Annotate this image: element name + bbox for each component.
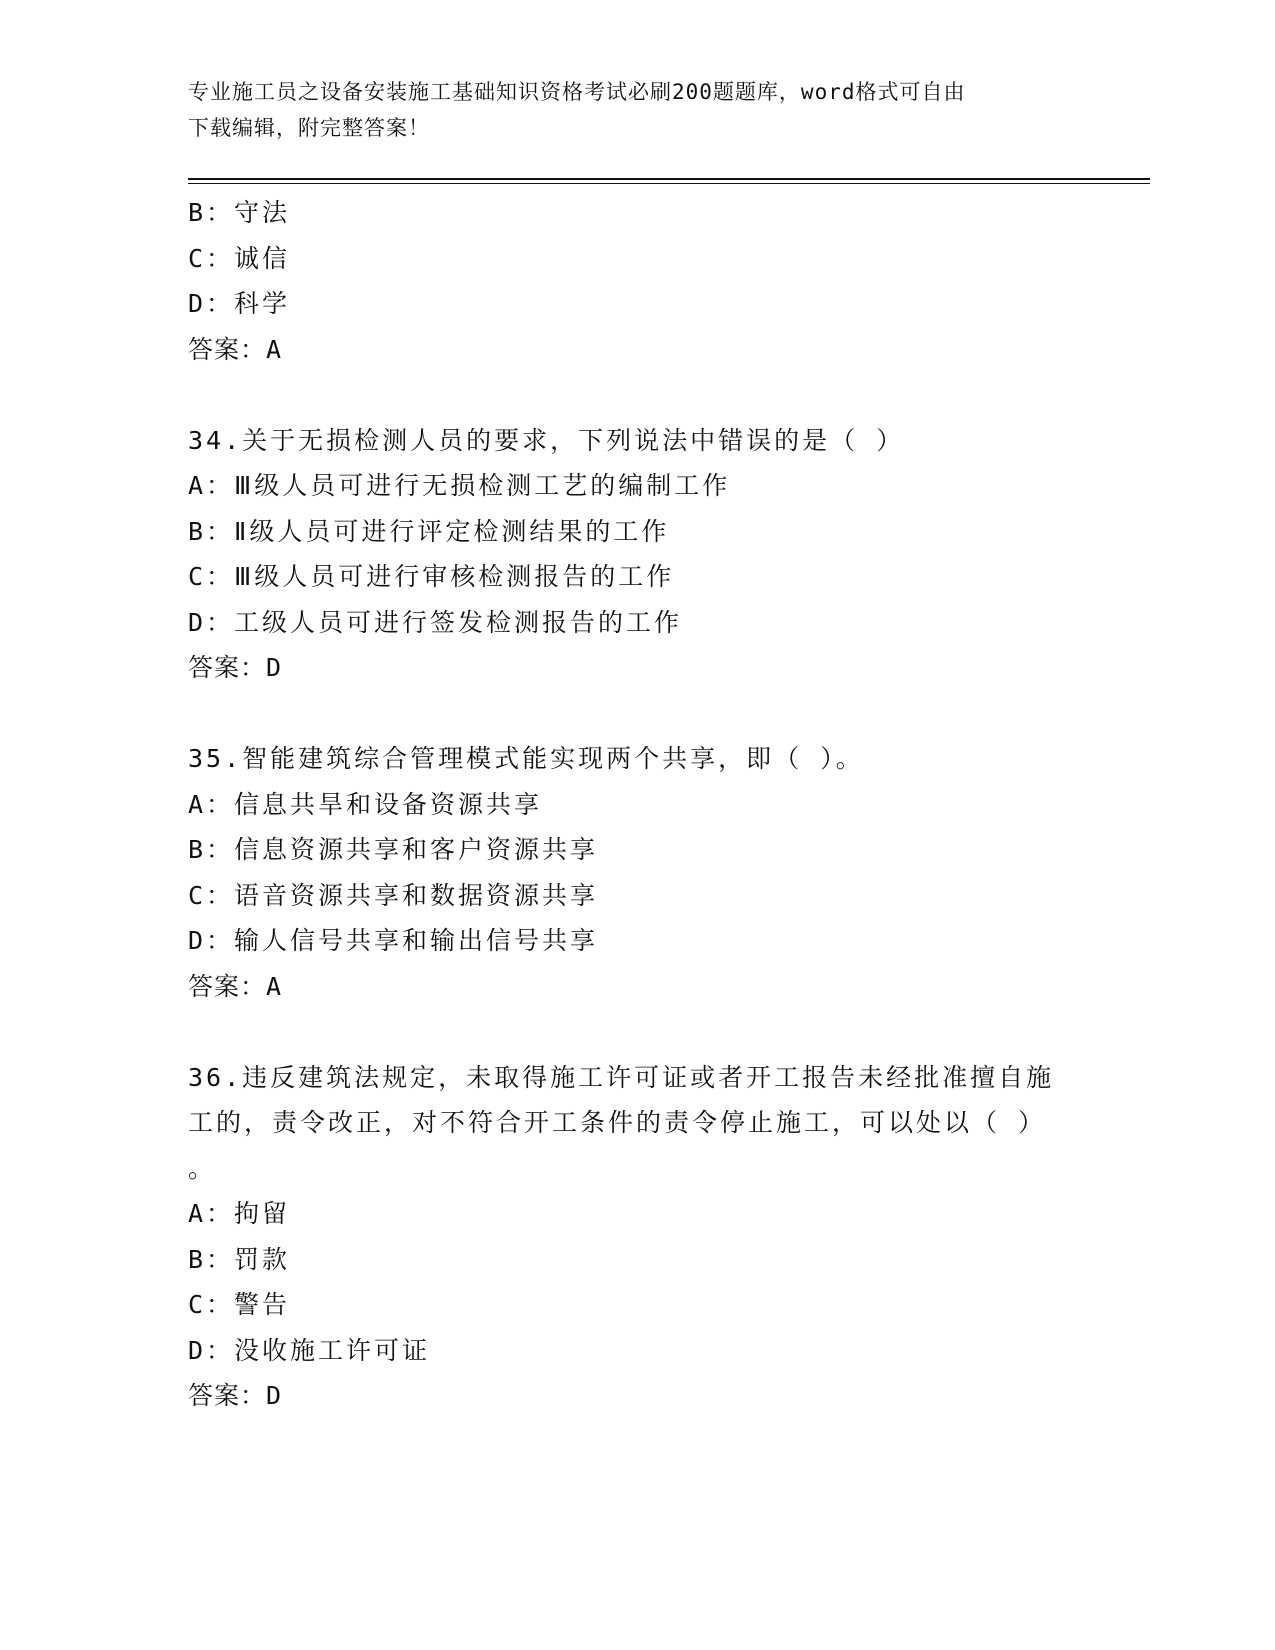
question-block-34 <box>188 418 1088 691</box>
question-block-33 <box>188 190 1088 372</box>
option-d: D：工级人员可进行签发检测报告的工作 <box>188 607 683 637</box>
answer-line: 答案：A <box>188 334 283 364</box>
option-a: A：拘留 <box>188 1199 291 1228</box>
header-title-line-1: 专业施工员之设备安装施工基础知识资格考试必刷200题题库，word格式可自由 <box>188 80 966 104</box>
question-text: 35.智能建筑综合管理模式能实现两个共享，即（ ）。 <box>188 744 864 773</box>
spacer <box>188 691 1088 737</box>
question-block-36 <box>188 1055 1088 1419</box>
header-divider-thin <box>188 183 1150 184</box>
answer-line: 答案：D <box>188 653 283 682</box>
option-c: C：诚信 <box>188 243 291 273</box>
option-d: D：没收施工许可证 <box>188 1335 431 1365</box>
option-c: C：Ⅲ级人员可进行审核检测报告的工作 <box>188 562 675 591</box>
header-divider-thick <box>188 178 1150 180</box>
option-d: D：科学 <box>188 289 291 318</box>
option-d: D：输人信号共享和输出信号共享 <box>188 926 599 955</box>
spacer <box>188 372 1088 418</box>
option-a: A：信息共旱和设备资源共享 <box>188 789 543 819</box>
header-title-line-2: 下载编辑，附完整答案！ <box>188 116 430 140</box>
question-list <box>188 190 1088 1419</box>
answer-line: 答案：D <box>188 1381 283 1410</box>
answer-line: 答案：A <box>188 971 283 1001</box>
option-c: C：语音资源共享和数据资源共享 <box>188 880 599 910</box>
question-text-line-2: 工的，责令改正，对不符合开工条件的责令停止施工，可以处以（ ） <box>188 1108 1047 1137</box>
option-b: B：守法 <box>188 198 291 227</box>
question-block-35 <box>188 736 1088 1009</box>
option-b: B：罚款 <box>188 1244 291 1274</box>
option-b: B：Ⅱ级人员可进行评定检测结果的工作 <box>188 516 670 546</box>
document-header <box>188 74 1068 146</box>
option-b: B：信息资源共享和客户资源共享 <box>188 835 599 864</box>
question-text-line-1: 36.违反建筑法规定，未取得施工许可证或者开工报告未经批准擅自施 <box>188 1062 1055 1092</box>
question-text: 34.关于无损检测人员的要求，下列说法中错误的是（ ） <box>188 425 905 455</box>
option-a: A：Ⅲ级人员可进行无损检测工艺的编制工作 <box>188 471 731 500</box>
question-text-line-3: 。 <box>188 1153 217 1183</box>
option-c: C：警告 <box>188 1290 291 1319</box>
spacer <box>188 1009 1088 1055</box>
